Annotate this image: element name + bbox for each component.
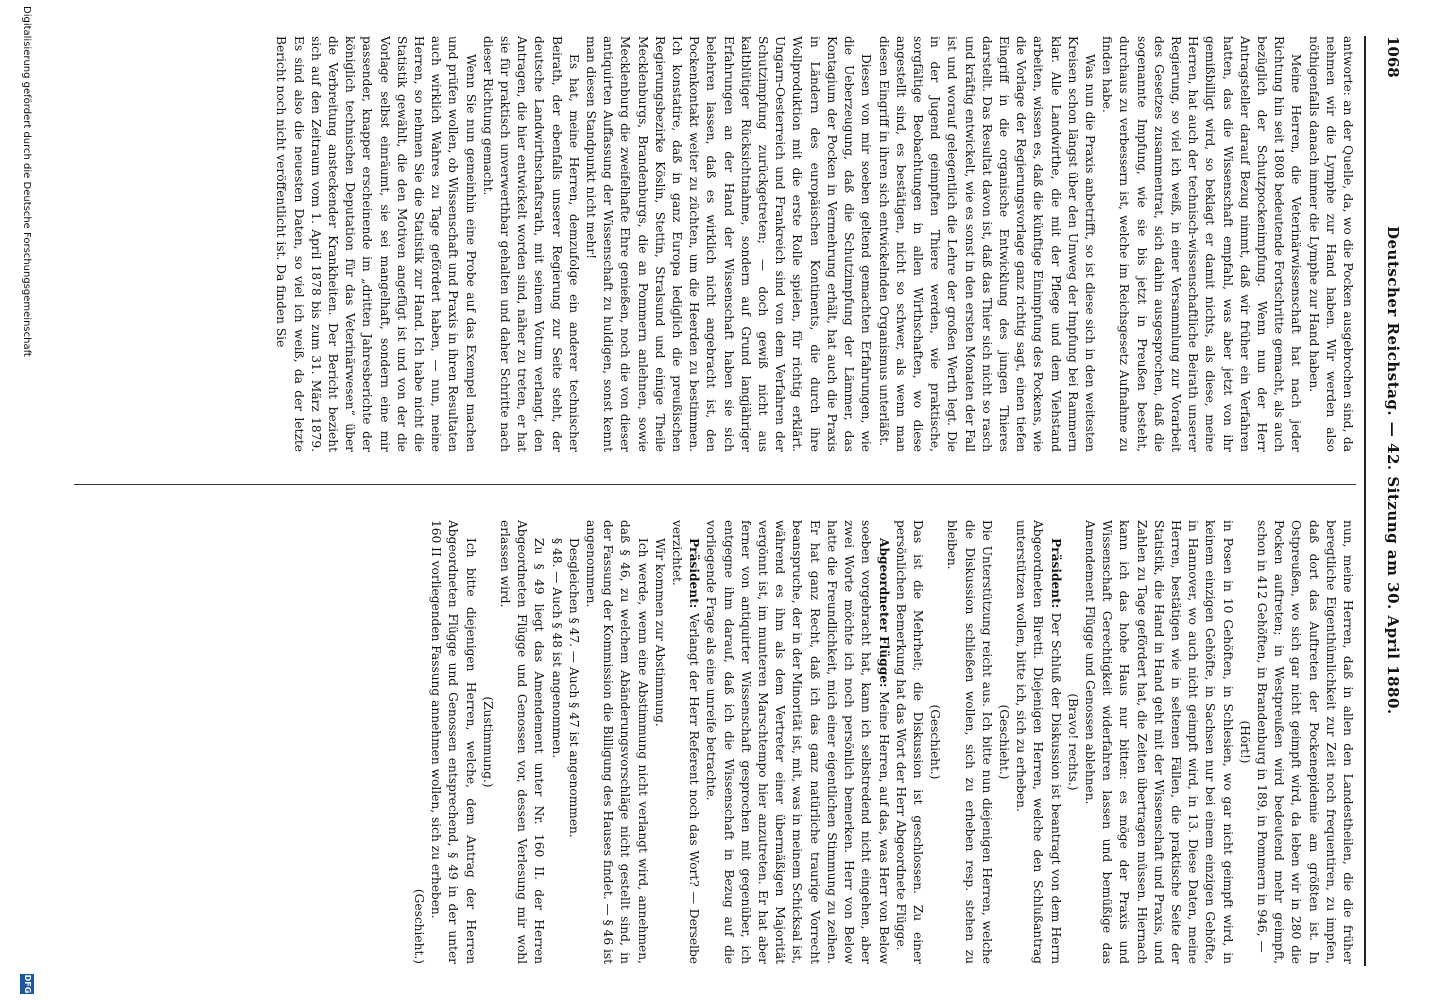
speech-paragraph (668, 520, 702, 964)
page-number: 1068 (1384, 36, 1402, 78)
right-paragraph: Die Unterstützung reicht aus. Ich bitte nun diejenigen Herren, welche die Diskussion schließen wollen, sich zu erheben resp. stehen zu bleiben. (945, 520, 994, 964)
interjection: (Geschieht.) (412, 888, 427, 964)
speech-text: Der Schluß der Diskussion ist beantragt von dem Herrn Abgeordneten Biretti. Diejenigen Herren, welche den Schlußantrag unterstützen wollen, bitte ich, sich zu erheben. (1014, 520, 1063, 964)
right-paragraph: Das ist die Mehrheit; die Diskussion ist geschlossen. Zu einer persönlichen Bemerkung hat das Wort der Herr Abgeordnete Flügge. (893, 520, 925, 964)
speech-paragraph (1012, 520, 1064, 964)
right-paragraph: Wir kommen zur Abstimmung. (652, 538, 667, 727)
right-paragraph: Ich bitte diejenigen Herren, welche, dem Antrag der Herren Abgeordneten Flügge und Genossen entsprechend, § 49 in der unter 160 II vorliegenden Fassung annehmen wollen, sich zu erheben. (429, 520, 478, 964)
right-paragraph: Ich werde, wenn eine Abstimmung nicht verlangt wird, annehmen, daß § 46, zu welchem Abänderungsvorschläge nicht gestellt sind, in der Fassung der Kommission die Billigung des Hauses findet. — § 46 ist angenommen. (584, 520, 650, 964)
left-paragraph: Was nun die Praxis anbetrifft, so ist diese sich in den weitesten Kreisen schon längst über den Umweg der Impfung bei Rammern klar. Alle Landwirthe, die mit der Pflege und dem Viehstand arbeiten, wissen es, daß die künftige Einimpfung des Pockens, wie die Vorlage der Regierungsvorlage ganz richtig sagt, einen tiefen Eingriff in die organische Entwicklung des jungen Thieres darstellt. Das Resultat davon ist, daß das Thier sich nicht so rasch und kräftig entwickelt, wie es sonst in den ersten Monaten der Fall ist und worauf gelegentlich die Lehre der großen Werth legt. Die in der Jugend geimpften Thiere werden, wie praktische, sorgfältige Beobachtungen in allen Wirthschaften, wo diese angestellt sind, es bestätigen, nicht so schwer, als wenn man diesen Eingriff in ihren sich entwickelnden Organismus unterläßt. (876, 36, 1097, 452)
running-title: Deutscher Reichstag. — 42. Sitzung am 30. April 1880. (1384, 226, 1402, 715)
right-paragraph: § 48. — Auch § 48 ist angenommen. (549, 538, 564, 759)
header-rule (1364, 36, 1366, 966)
speech-text: Meine Herren, auf das, was Herr von Below soeben vorgebracht hat, kann ich selbstredend nicht eingehen, aber zwei Worte möchte ich noch persönlich bemerken. Herr von Below hatte die Freundlichkeit, mich einer eigentlichen Stimmung zu zeihen. Er hat ganz Recht, daß ich das ganz natürliche traurige Vorrecht beanspruche, der in der Minorität ist, mit, was in meinem Schicksal ist, während es ihm als dem Vertreter einer übermäßigen Majorität vergönnt ist, im munteren Marschtempo hier anzutreten. Er hat aber ferner von antiquirter Wissenschaft gesprochen mit gegenüber, ich entgegne ihm darauf, daß ich die Wissenschaft in Bezug auf die vorliegende Frage als eine unreife betrachte. (704, 520, 891, 964)
digitization-footer (10, 0, 40, 1000)
digitization-note: Digitalisierung gefördert durch die Deutsche Forschungsgemeinschaft (21, 6, 32, 357)
right-paragraph: nun, meine Herren, daß in allen den Landestheilen, die die früher beregtliche Eigenthümlichkeit zur Zeit noch frequentiren, zu impfen, daß dort das Auftreten der Pockenepidemie am größten ist. In Ostpreußen, wo sich gar nicht geimpft wird, da leben wir in 280 die Pocken auftreten; in Westpreußen wird bedeutend mehr geimpft, schon in 412 Gehöften, in Brandenburg in 189, in Pommern in 946, — (1254, 520, 1355, 964)
right-paragraph: Desgleichen § 47. — Auch § 47 ist angenommen. (566, 538, 581, 838)
speaker-label: Präsident: (1048, 538, 1063, 609)
speech-text: Verlangt der Herr Referent noch das Wort? — Derselbe verzichtet. (670, 520, 702, 964)
left-column (81, 36, 1356, 452)
speaker-label: Abgeordneter Flügge: (876, 538, 891, 688)
left-paragraph: Wenn Sie nun gemeinhin eine Probe auf das Exempel machen und prüfen wollen, ob Wissenschaft und Praxis in ihren Resultaten auch wirklich Wahres zu Tage gefördert haben, — nun, meine Herren, so nehmen Sie die Statistik zur Hand. Ich habe nicht die Statistik gewählt, die den Motiven angefügt ist und von der die Vorlage selbst einräumt, sie sei mangelhaft, sondern eine mir passender, knapper erscheinende im „dritten Jahresberichte der königlich technischen Deputation für das Veterinärwesen“ über die Verbreitung ansteckender Krankheiten. Der Bericht bezieht sich auf den Zeitraum vom 1. April 1878 bis zum 31. März 1879. Es sind also die neuesten Daten, so viel ich weiß, da der letzte Bericht noch nicht veröffentlicht ist. Da finden Sie (274, 36, 478, 452)
interjection: (Bravo! rechts.) (1065, 693, 1080, 791)
left-paragraph: antworte: an der Quelle, da, wo die Pocken ausgebrochen sind, da nehmen wir die Lymphe zur Hand haben. Wir werden also nöthigenfalls danach immer die Lymphe zur Hand haben. (1306, 36, 1355, 452)
right-column (81, 520, 1356, 964)
page-header (1366, 36, 1402, 966)
interjection: (Geschieht.) (996, 704, 1011, 780)
dfg-logo: DFG (20, 974, 34, 994)
left-paragraph: Diesen von mir soeben geltend gemachten Erfahrungen, wie die Ueberzeugung, daß die Schutzimpfung der Lämmer, das Kontagium der Pocken in Vermehrung erhält, hat auch die Praxis in Ländern des europäischen Kontinents, die durch ihre Wollproduktion mit die erste Rolle spielen, für richtig erklärt. Ungarn-Oesterreich und Frankreich sind von dem Verfahren der Schutzimpfung zurückgetreten; — doch gewiß nicht aus kaltblütiger Rücksichtnahme, sondern auf Grund langjähriger Erfahrungen an der Hand der Wissenschaft haben sie sich belehren lassen, daß es wirklich nicht angebracht ist, den Pockenkontakt weiter zu züchten, um die Heerden zu bestimmen. Ich konstatire, daß in ganz Europa lediglich die preußischen Regierungsbezirke Köslin, Stettin, Stralsund und einige Theile Mecklenburgs, Brandenburgs, die an Pommern anlehnen, sowie Mecklenburg die zweifelhafte Ehre genießen, noch die von dieser antiquirten Auffassung der Wissenschaft zu huldigen, sonst kennt man diesen Standpunkt nicht mehr! (584, 36, 874, 452)
right-paragraph: Zu § 49 liegt das Amendement unter Nr. 160 II. der Herren Abgeordneten Flügge und Genossen vor, dessen Verlesung mir wohl erlassen wird. (498, 520, 547, 964)
left-paragraph: Es hat, meine Herren, demzufolge ein anderer technischer Beirath, der ebenfalls unserer Regierung zur Seite steht, der deutsche Landwirthschaftsrath, mit seinem Votum verlangt, den Antragen, die hier entwickelt worden sind, näher zu treten, er hat sie für praktisch unverwerthbar gehalten und daher Schritte nach dieser Richtung gemacht. (480, 36, 581, 452)
speech-paragraph (702, 520, 891, 964)
left-paragraph: Meine Herren, die Veterinärwissenschaft hat nach jeder Richtung hin seit 1808 bedeutende Fortschritte gemacht, als auch bezüglich der Schutzpockenimpfung. Wenn nun der Herr Antragsteller darauf Bezug nimmt, daß wir früher ein Verfahren hatten, das die Wissenschaft empfahl, was aber jetzt von ihr gemißbilligt wird, so beklagt er damit nichts, als diese, meine Herren, hat auch der technisch-wissenschaftliche Beirath unserer Regierung, so viel ich weiß, in einer Versammlung zur Vorarbeit des Gesetzes zusammentrat, sich dahin ausgesprochen, daß die sogenannte Impfung, wie sie bis jetzt in Preußen besteht, durchaus zu verbessern ist, welche im Reichsgesetz Aufnahme zu finden habe. (1100, 36, 1304, 452)
right-paragraph: in Posen in 10 Gehöften, in Schlesien, wo gar nicht geimpft wird, in keinem einzigen Gehöfte, in Sachsen nur bei einem einzigen Gehöfte, in Hannover, wo auch nicht geimpft wird, in 13. Diese Daten, meine Herren, bestätigen wie in seltenen Fällen, die praktische Seite der Statistik, die Hand in Hand geht mit der Wissenschaft und Praxis, und Zahlen zu Tage gefördert hat, die Zeiten übertragen müssen. Hiernach kann ich das hohe Haus nur bitten: es möge der Praxis und Wissenschaft Gerechtigkeit widerfahren lassen und bemüßige das Amendement Flügge und Genossen ablehnen. (1082, 520, 1235, 964)
interjection: (Geschieht.) (928, 704, 943, 780)
interjection: (Hört!) (1237, 720, 1252, 764)
speaker-label: Präsident: (687, 538, 702, 609)
interjection: (Zustimmung.) (480, 696, 495, 788)
column-divider (74, 484, 1356, 485)
